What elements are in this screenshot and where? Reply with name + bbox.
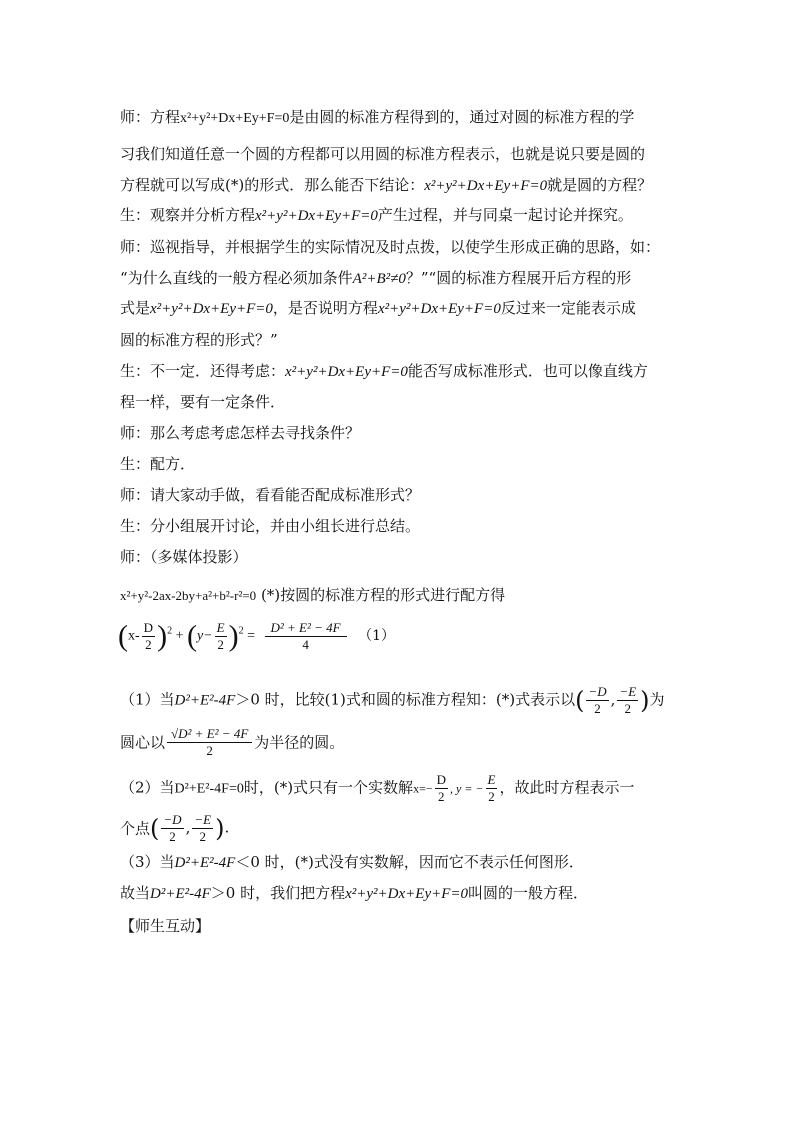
line-17: （1）当D²+E²-4F＞0 时，比较(1)式和圆的标准方程知：(*)式表示以( $\frac{-D}{2}$ , $\frac{-E}{2}$ )为 xyxy=(120,684,665,716)
line-9: 生：不一定．还得考虑：x²+y²+Dx+Ey+F=0能否写成标准形式．也可以像直线方 xyxy=(120,362,648,380)
equation: D²+E²-4F xyxy=(174,855,236,871)
equation: x²+y²+Dx+Ey+F=0 xyxy=(150,301,273,317)
line-11: 师：那么考虑考虑怎样去寻找条件？ xyxy=(120,424,361,442)
equation: x²+y²+Dx+Ey+F=0 xyxy=(180,111,290,126)
equation: D²+E²-4F xyxy=(174,692,236,709)
equation: x²+y²+Dx+Ey+F=0 xyxy=(377,301,501,317)
line-16: x²+y²-2ax-2by+a²+b²-r²=0 (*)按圆的标准方程的形式进行配方得 xyxy=(120,586,506,604)
line-3: 方程就可以写成(*)的形式．那么能否下结论：x²+y²+Dx+Ey+F=0就是圆的方程？ xyxy=(120,176,653,194)
equation: A²+B²≠0 xyxy=(352,271,406,287)
equation: x²+y²-2ax-2by+a²+b²-r²=0 xyxy=(120,588,257,603)
line-8: 圆的标准方程的形式？” xyxy=(120,331,278,349)
section-heading: 【师生互动】 xyxy=(120,917,211,935)
equation: x²+y²+Dx+Ey+F=0 xyxy=(255,208,378,224)
formula-1: (x- $\frac{D}{2}$ )$^2$ + (y− $\frac{E}{2}$ )$^2$ = $\frac{\text{D² + E² − 4F}}{4}$ （1） xyxy=(118,619,396,653)
line-19: （2）当D²+E²-4F=0时，(*)式只有一个实数解x=− $\frac{D}{2}$ , y = − $\frac{E}{2}$ ，故此时方程表示一 xyxy=(120,772,635,804)
line-7: 式是x²+y²+Dx+Ey+F=0，是否说明方程x²+y²+Dx+Ey+F=0反过来一定能表示成 xyxy=(120,299,636,317)
equation: x²+y²+Dx+Ey+F=0 xyxy=(285,364,408,380)
equation: D²+E²-4F=0 xyxy=(174,781,244,797)
line-1: 师：方程x²+y²+Dx+Ey+F=0是由圆的标准方程得到的，通过对圆的标准方程的学 xyxy=(120,108,635,126)
line-22: 故当D²+E²-4F＞0 时，我们把方程x²+y²+Dx+Ey+F=0叫圆的一般方程． xyxy=(120,884,589,902)
line-5: 师：巡视指导，并根据学生的实际情况及时点拨，以使学生形成正确的思路，如： xyxy=(120,238,661,256)
line-18: 圆心以 $\frac{\text{√D² + E² − 4F}}{2}$ 为半径的圆。 xyxy=(120,726,345,758)
line-21: （3）当D²+E²-4F＜0 时，(*)式没有实数解，因而它不表示任何图形． xyxy=(120,853,584,871)
equation: D²+E²-4F xyxy=(150,886,211,902)
line-15: 师：（多媒体投影） xyxy=(120,548,248,566)
line-13: 师：请大家动手做，看看能否配成标准形式？ xyxy=(120,486,421,504)
line-10: 程一样，要有一定条件． xyxy=(120,393,286,411)
line-4: 生：观察并分析方程x²+y²+Dx+Ey+F=0产生过程，并与同桌一起讨论并探究。 xyxy=(120,206,633,224)
equation: x²+y²+Dx+Ey+F=0 xyxy=(345,886,469,902)
line-20: 个点( $\frac{-D}{2}$ , $\frac{-E}{2}$ ). xyxy=(120,812,230,844)
line-2: 习我们知道任意一个圆的方程都可以用圆的标准方程表示，也就是说只要是圆的 xyxy=(120,145,646,163)
equation: x²+y²+Dx+Ey+F=0 xyxy=(424,178,548,194)
line-14: 生：分小组展开讨论，并由小组长进行总结。 xyxy=(120,517,421,535)
line-12: 生：配方． xyxy=(120,455,196,473)
line-6: “为什么直线的一般方程必须加条件A²+B²≠0？”“圆的标准方程展开后方程的形 xyxy=(120,269,632,287)
